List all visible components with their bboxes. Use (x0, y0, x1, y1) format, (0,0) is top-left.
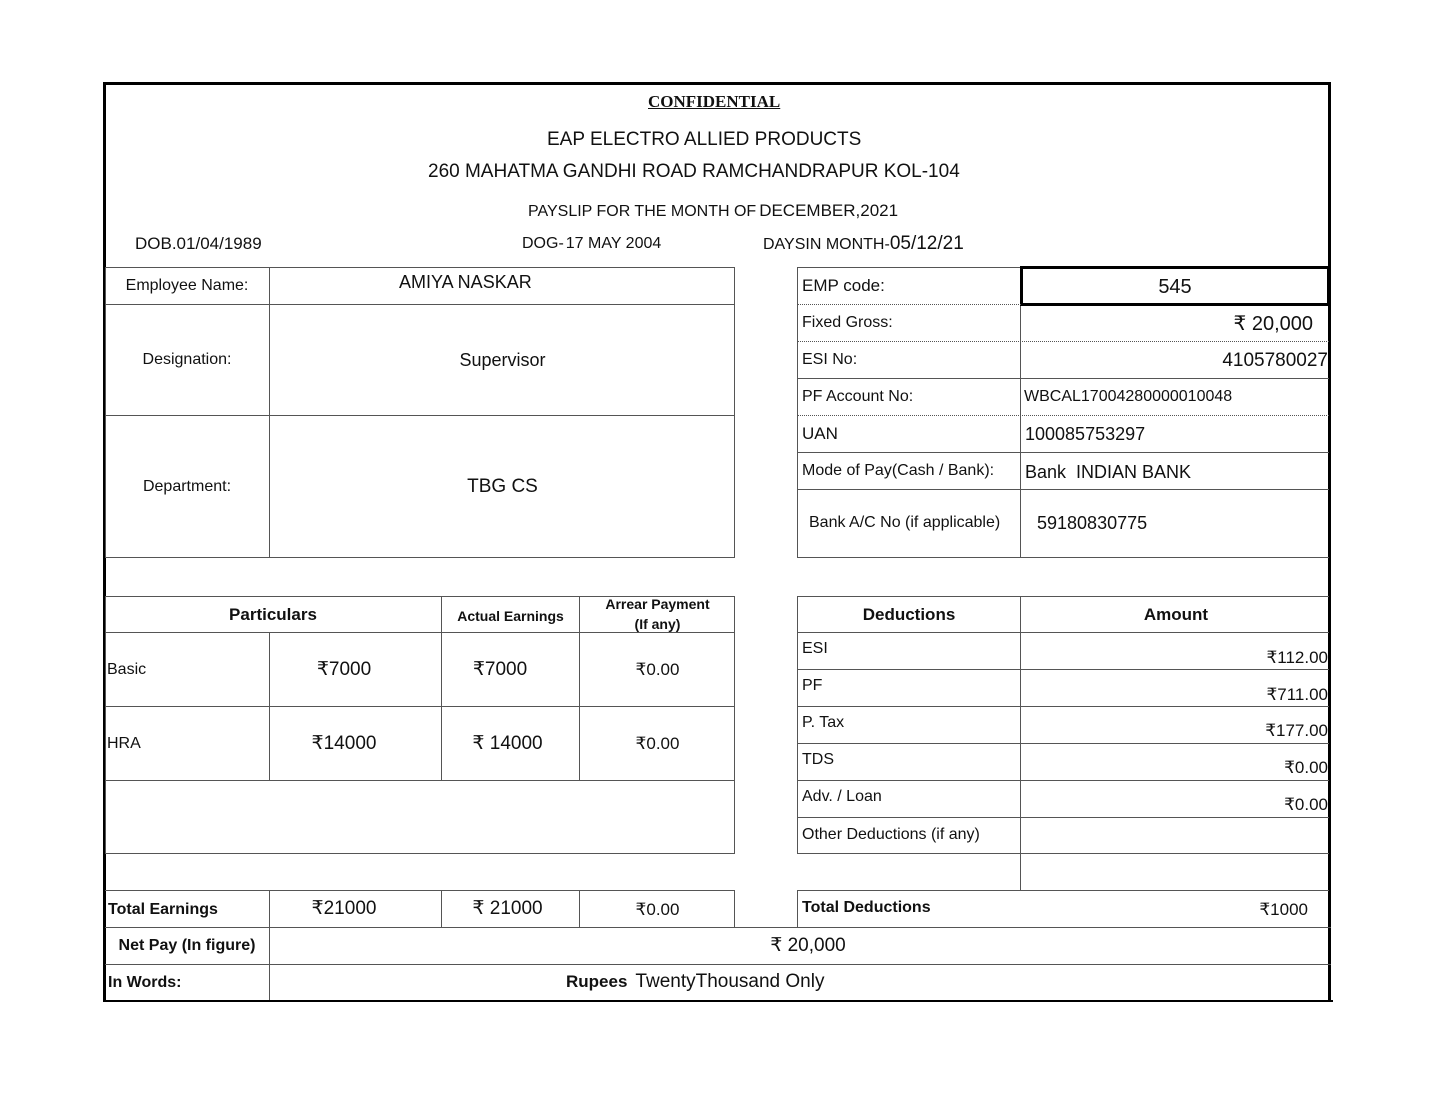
total-earnings-particulars: ₹21000 (311, 897, 377, 919)
arrear-payment-header (580, 594, 735, 634)
esi-no-label: ESI No: (802, 351, 858, 368)
total-deductions-label: Total Deductions (802, 899, 931, 916)
earning-row-basic-name: Basic (107, 660, 147, 678)
employee-name-value: AMIYA NASKAR (399, 271, 532, 292)
deduction-row-ptax-amount: ₹177.00 (1265, 721, 1328, 740)
pf-account-value: WBCAL17004280000010048 (1024, 388, 1233, 405)
deductions-header: Deductions (862, 604, 956, 624)
earning-row-basic-actual: ₹7000 (472, 659, 528, 680)
dob: DOB.01/04/1989 (135, 234, 262, 253)
uan-label: UAN (802, 424, 838, 443)
mode-of-pay-value: Bank INDIAN BANK (1025, 461, 1192, 482)
in-words-label: In Words: (108, 974, 182, 991)
pf-account-label: PF Account No: (802, 388, 914, 405)
earning-row-hra-arrear: ₹0.00 (635, 733, 680, 753)
deduction-row-pf-name: PF (802, 677, 823, 694)
emp-code-value: 545 (1158, 275, 1192, 298)
designation-value: Supervisor (459, 349, 546, 370)
in-words-value: TwentyThousand Only (635, 971, 825, 992)
bank-account-value: 59180830775 (1037, 512, 1148, 533)
emp-code-label: EMP code: (802, 276, 885, 295)
days-value: 05/12/21 (889, 233, 964, 254)
days-prefix: DAYSIN MONTH- (763, 236, 890, 253)
date-of-joining (522, 235, 661, 253)
confidential-heading: CONFIDENTIAL (648, 92, 781, 111)
department-label: Department: (142, 478, 232, 495)
in-words-prefix: Rupees (566, 972, 628, 991)
actual-earnings-header: Actual Earnings (457, 607, 564, 624)
payslip-title-prefix: PAYSLIP FOR THE MONTH OF (528, 203, 757, 220)
deduction-row-pf-amount: ₹711.00 (1266, 685, 1328, 704)
deduction-row-esi-amount: ₹112.00 (1266, 648, 1328, 667)
earning-row-basic-arrear: ₹0.00 (635, 659, 680, 679)
dog-value: 17 MAY 2004 (565, 235, 662, 252)
deduction-row-loan-name: Adv. / Loan (802, 788, 882, 805)
payslip-month: DECEMBER,2021 (759, 201, 899, 220)
total-deductions-amount: ₹1000 (1259, 899, 1308, 919)
earning-row-basic-particulars: ₹7000 (316, 659, 372, 680)
net-pay-label: Net Pay (In figure) (118, 937, 256, 954)
uan-value: 100085753297 (1025, 423, 1146, 444)
earning-row-hra-actual: ₹ 14000 (472, 733, 543, 754)
bank-account-label: Bank A/C No (if applicable) (809, 514, 1001, 531)
company-name: EAP ELECTRO ALLIED PRODUCTS (547, 129, 862, 150)
net-pay-in-words (566, 964, 824, 1000)
deduction-row-loan-amount: ₹0.00 (1284, 795, 1328, 814)
deduction-row-ptax-name: P. Tax (802, 714, 845, 731)
fixed-gross-label: Fixed Gross: (802, 314, 893, 331)
earning-row-hra-particulars: ₹14000 (311, 733, 377, 754)
earning-row-hra-name: HRA (107, 734, 141, 752)
arrear-header-line2: (If any) (634, 616, 681, 632)
total-earnings-arrear: ₹0.00 (635, 899, 680, 919)
net-pay-value: ₹ 20,000 (770, 934, 846, 956)
payslip-title (528, 201, 898, 221)
deduction-row-other-amount (1021, 817, 1331, 853)
department-value: TBG CS (467, 476, 538, 497)
deduction-row-esi-name: ESI (802, 640, 828, 657)
deduction-row-tds-name: TDS (802, 751, 834, 768)
mode-of-pay-label: Mode of Pay(Cash / Bank): (802, 462, 995, 479)
fixed-gross-value: ₹ 20,000 (1233, 312, 1313, 335)
particulars-header: Particulars (229, 604, 317, 624)
total-earnings-actual: ₹ 21000 (472, 897, 543, 919)
esi-no-value: 4105780027 (1222, 350, 1328, 371)
deduction-row-tds-amount: ₹0.00 (1284, 758, 1328, 777)
arrear-header-line1: Arrear Payment (605, 596, 710, 612)
employee-name-label: Employee Name: (125, 277, 249, 294)
designation-label: Designation: (142, 351, 232, 368)
deduction-row-other-name: Other Deductions (if any) (802, 826, 980, 843)
days-in-month (763, 233, 964, 255)
company-address: 260 MAHATMA GANDHI ROAD RAMCHANDRAPUR KOL-104 (428, 161, 960, 182)
dog-prefix: DOG- (522, 235, 564, 252)
amount-header: Amount (1143, 604, 1209, 624)
total-earnings-label: Total Earnings (108, 900, 218, 918)
